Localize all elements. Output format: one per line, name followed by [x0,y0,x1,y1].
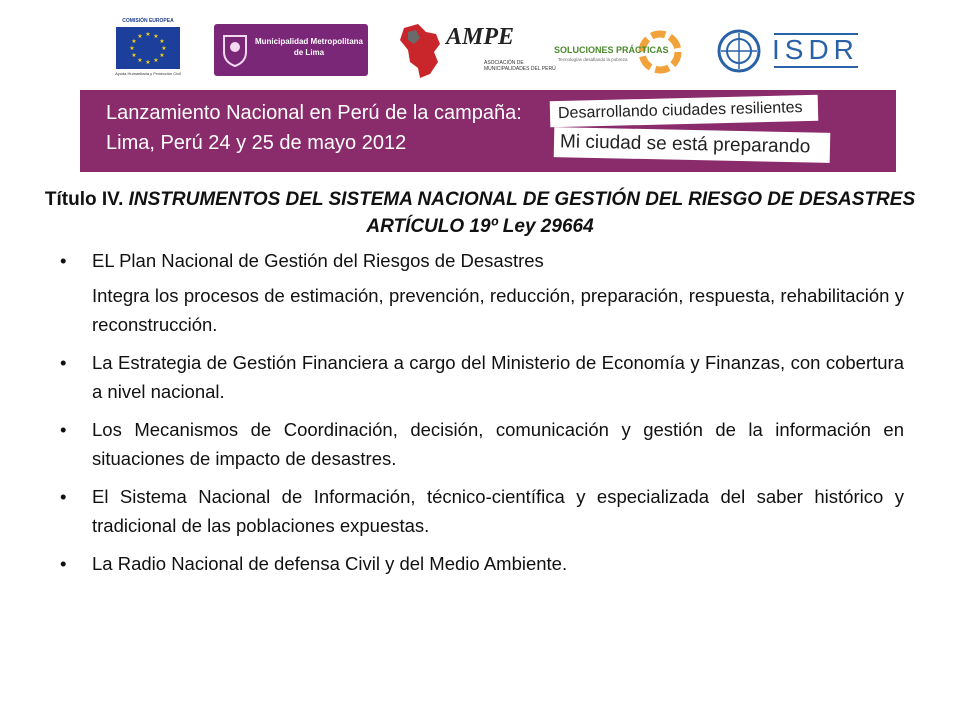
svg-text:★: ★ [145,59,151,66]
svg-text:★: ★ [159,38,165,45]
svg-text:★: ★ [153,33,159,40]
svg-text:★: ★ [153,57,159,64]
muni-name-line2: de Lima [293,48,325,57]
campaign-banner [80,90,896,172]
bullet-icon: • [60,352,67,373]
list-item [56,549,904,578]
banner-line2: Lima, Perú 24 y 25 de mayo 2012 [106,132,407,154]
list-item [56,246,904,275]
svg-text:★: ★ [145,31,151,38]
ampe-sub-line1: ASOCIACIÓN DE [484,60,524,66]
bullet-list [56,246,904,578]
bullet-icon: • [60,250,67,271]
svg-text:★: ★ [129,45,135,52]
svg-text:★: ★ [131,52,137,59]
soluciones-name: SOLUCIONES PRÁCTICAS [554,45,669,55]
banner-line1: Lanzamiento Nacional en Perú de la campaña: [106,102,522,124]
banner-card-preparing: Mi ciudad se está preparando [554,127,831,163]
banner-card-resilient: Desarrollando ciudades resilientes [550,95,819,128]
svg-text:★: ★ [131,38,137,45]
title-prefix: Título IV. [44,189,124,210]
eu-flag-icon [116,27,180,69]
ampe-name: AMPE [446,24,515,50]
un-emblem-icon [716,28,762,74]
bullet-icon: • [60,419,67,440]
soluciones-tagline: Tecnologías desafiando la pobreza [558,57,628,62]
ampe-logo [396,18,556,82]
european-commission-logo [112,18,184,78]
list-item [56,348,904,406]
slide-title [40,186,920,240]
eu-caption: COMISIÓN EUROPEA [122,18,174,24]
muni-name-line1: Municipalidad Metropolitana [254,37,363,46]
lima-crest-icon [220,32,250,68]
logo-strip [0,0,960,86]
list-item-subtext: Integra los procesos de estimación, prevención, reducción, preparación, respuesta, rehabilitación y reconstrucción. [92,285,904,335]
municipalidad-lima-logo [214,24,368,76]
soluciones-practicas-logo [552,28,692,76]
svg-text:★: ★ [137,57,143,64]
ampe-sub-line2: MUNICIPALIDADES DEL PERÚ [484,66,556,72]
svg-text:★: ★ [137,33,143,40]
bullet-icon: • [60,486,67,507]
list-item-text: La Estrategia de Gestión Financiera a cargo del Ministerio de Economía y Finanzas, con cobertura a nivel nacional. [92,352,904,402]
list-item [56,415,904,473]
list-item-text: La Radio Nacional de defensa Civil y del Medio Ambiente. [92,553,568,574]
bullet-icon: • [60,553,67,574]
list-item-text: Los Mecanismos de Coordinación, decisión, comunicación y gestión de la información en situaciones de impacto de desastres. [92,419,904,469]
isdr-wordmark: ISDR [772,34,859,65]
list-item [56,482,904,540]
eu-subcaption: Ayuda Humanitaria y Protección Civil [115,71,181,76]
isdr-bottom-rule [774,66,858,68]
peru-map-icon [396,22,444,80]
list-item-text: EL Plan Nacional de Gestión del Riesgos de Desastres [92,250,544,271]
isdr-logo [716,26,862,76]
list-item-text: El Sistema Nacional de Información, técnico-científica y especializada del saber histórico y tradicional de las poblaciones expuestas. [92,486,904,536]
svg-text:★: ★ [161,45,167,52]
svg-text:★: ★ [159,52,165,59]
title-italic: INSTRUMENTOS DEL SISTEMA NACIONAL DE GESTIÓN DEL RIESGO DE DESASTRES ARTÍCULO 19º Ley 29664 [128,189,916,237]
